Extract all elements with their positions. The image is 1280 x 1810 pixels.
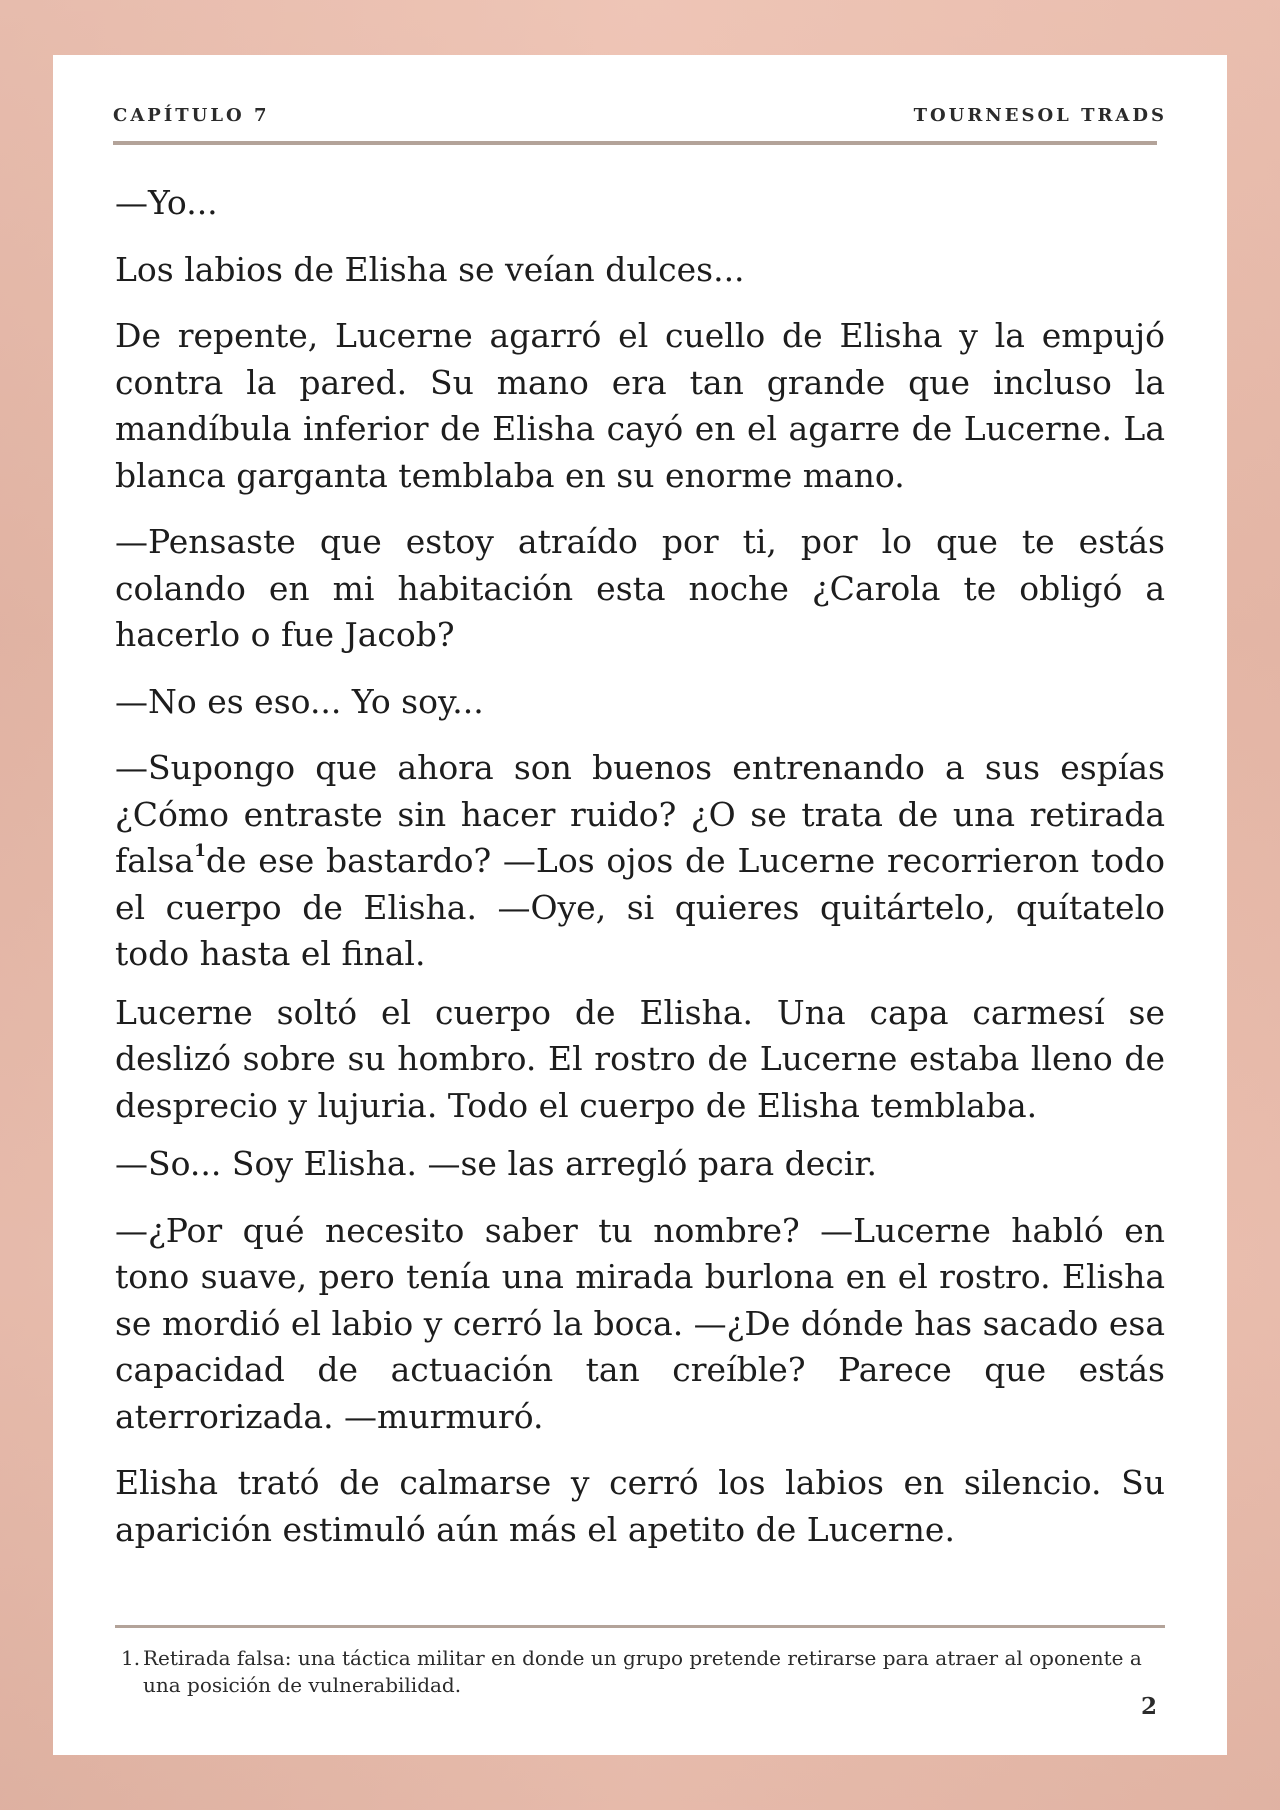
paragraph: De repente, Lucerne agarró el cuello de Elisha y la empujó contra la pared. Su mano era tan grande que incluso la mandíbula inferior de Elisha cayó en el agarre de Lucerne. La blanca garganta temblaba en su enorme mano. <box>115 316 1165 495</box>
running-header <box>113 105 1167 145</box>
footnote-text: Retirada falsa: una táctica militar en donde un grupo pretende retirarse para atraer al oponente a una posición de vulnerabilidad. <box>143 1646 1142 1697</box>
page-number: 2 <box>1140 1693 1157 1720</box>
paragraph-text: de ese bastardo? —Los ojos de Lucerne recorrieron todo el cuerpo de Elisha. —Oye, si quieres quitártelo, quítatelo todo hasta el final. <box>115 841 1165 973</box>
paragraph: —Pensaste que estoy atraído por ti, por lo que te estás colando en mi habitación esta noche ¿Carola te obligó a hacerlo o fue Jacob? <box>115 522 1165 654</box>
header-divider <box>113 141 1157 145</box>
chapter-body <box>115 180 1165 1573</box>
translator-name: TOURNESOL TRADS <box>913 105 1167 126</box>
footnote-number: 1. <box>121 1646 141 1670</box>
paragraph: —No es eso... Yo soy... <box>115 681 484 721</box>
paragraph: —¿Por qué necesito saber tu nombre? —Lucerne habló en tono suave, pero tenía una mirada burlona en el rostro. Elisha se mordió el labio y cerró la boca. —¿De dónde has sacado esa capacidad de actuación tan creíble? Parece que estás aterrorizada. —murmuró. <box>115 1210 1165 1436</box>
footnote-divider <box>115 1625 1165 1628</box>
paragraph: Elisha trató de calmarse y cerró los labios en silencio. Su aparición estimuló aún más el apetito de Lucerne. <box>115 1463 1165 1549</box>
paragraph-text: —Supongo que ahora son buenos entrenando a sus espías ¿Cómo entraste sin hacer ruido? ¿O se trata de una retirada falsa <box>115 748 1165 880</box>
paragraph: —So... Soy Elisha. —se las arregló para decir. <box>115 1144 877 1183</box>
paragraph: Lucerne soltó el cuerpo de Elisha. Una capa carmesí se deslizó sobre su hombro. El rostro de Lucerne estaba lleno de desprecio y lujuria. Todo el cuerpo de Elisha temblaba. <box>115 992 1165 1125</box>
paragraph: Los labios de Elisha se veían dulces... <box>115 249 745 289</box>
paragraph: —Yo... <box>115 183 218 222</box>
footnote <box>121 1645 1161 1699</box>
paragraph-with-footnote <box>115 745 1165 978</box>
chapter-title: CAPÍTULO 7 <box>113 105 270 126</box>
book-page <box>53 55 1227 1755</box>
footnote-reference[interactable]: 1 <box>194 841 206 861</box>
